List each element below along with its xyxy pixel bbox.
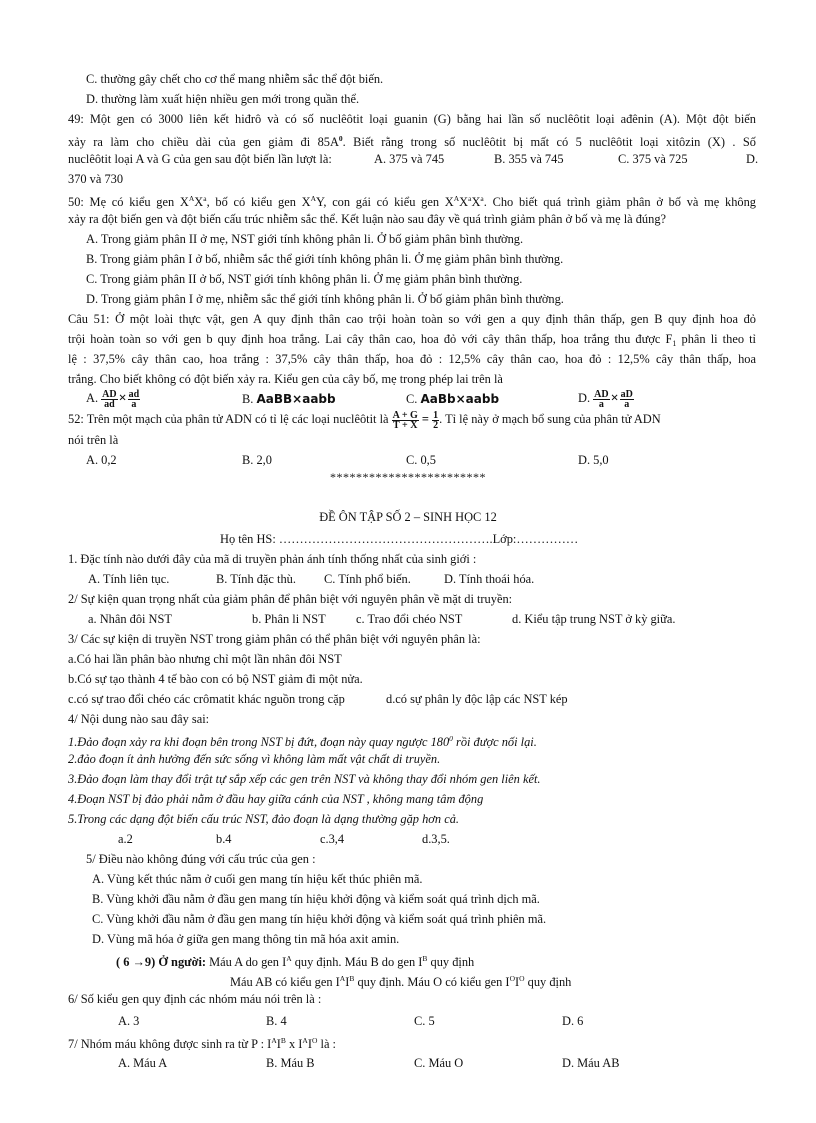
q3-stem: 3/ Các sự kiện di truyền NST trong giảm phân có thể phân biệt với nguyên phân là: bbox=[68, 632, 481, 646]
q50-option-a: A. Trong giảm phân II ở mẹ, NST giới tính không phân li. Ở bố giảm phân bình thường. bbox=[86, 232, 524, 246]
q4-option-b: b.4 bbox=[216, 832, 232, 846]
fraction: $\frac{ad}{a}$ bbox=[128, 388, 140, 410]
q52-option-d: D. 5,0 bbox=[578, 453, 609, 467]
q2-stem: 2/ Sự kiện quan trọng nhất của giảm phân để phân biệt với nguyên phân về mặt di truyền: bbox=[68, 592, 513, 606]
q49-option-d-label: D. bbox=[746, 152, 759, 166]
q49-line1: 49: Một gen có 3000 liên kết hiđrô và có số nuclêôtit loại guanin (G) bằng hai lần số nuclêôtit loại ađênin (A). Một đột biến bbox=[68, 112, 756, 126]
q49-option-c: C. 375 và 725 bbox=[618, 152, 688, 166]
q2-option-c: c. Trao đổi chéo NST bbox=[356, 612, 463, 626]
q4-statement-1: 1.Đảo đoạn xảy ra khi đoạn bên trong NST bị đứt, đoạn này quay ngược $180^0$ rồi được nối lại. bbox=[68, 734, 537, 749]
q51-option-d: D. $\frac{AD}{a}$ × $\frac{aD}{a}$ bbox=[578, 388, 633, 410]
q51-option-a: A. $\frac{AD}{ad}$ × $\frac{ad}{a}$ bbox=[86, 388, 140, 410]
q5-option-b: B. Vùng khởi đầu nằm ở đầu gen mang tín hiệu khởi động và kiểm soát quá trình dịch mã. bbox=[92, 892, 540, 906]
q4-statement-2: 2.đảo đoạn ít ảnh hưởng đến sức sống vì không làm mất vật chất di truyền. bbox=[68, 752, 441, 766]
student-name-line: Họ tên HS: …………………………………………….Lớp:…………… bbox=[220, 532, 579, 546]
q6-option-d: D. 6 bbox=[562, 1014, 584, 1028]
q4-option-a: a.2 bbox=[118, 832, 133, 846]
q4-option-d: d.3,5. bbox=[422, 832, 450, 846]
q6-stem: 6/ Số kiểu gen quy định các nhóm máu nói trên là : bbox=[68, 992, 322, 1006]
q51-line4: trắng. Cho biết không có đột biến xảy ra. Kiểu gen của cây bố, mẹ trong phép lai trên là bbox=[68, 372, 503, 386]
q3-option-a: a.Có hai lần phân bào nhưng chỉ một lần nhân đôi NST bbox=[68, 652, 342, 666]
q4-statement-5: 5.Trong các dạng đột biến cấu trúc NST, đảo đoạn là dạng thường gặp hơn cả. bbox=[68, 812, 459, 826]
page-title: ĐỀ ÔN TẬP SỐ 2 – SINH HỌC 12 bbox=[319, 510, 497, 524]
q6-option-b: B. 4 bbox=[266, 1014, 287, 1028]
q1-option-d: D. Tính thoái hóa. bbox=[444, 572, 535, 586]
q4-statement-4: 4.Đoạn NST bị đảo phải nằm ở đầu hay giữa cánh của NST , không mang tâm động bbox=[68, 792, 484, 806]
q48-option-c: C. thường gây chết cho cơ thể mang nhiễm sắc thể đột biến. bbox=[86, 72, 384, 86]
q7-option-c: C. Máu O bbox=[414, 1056, 464, 1070]
blood-group-intro-line2: Máu AB có kiểu gen $I^AI^B$ quy định. Máu O có kiểu gen $I^OI^O$ quy định bbox=[230, 974, 572, 989]
q1-option-c: C. Tính phổ biến. bbox=[324, 572, 411, 586]
q49-option-d-value: 370 và 730 bbox=[68, 172, 124, 186]
q7-option-d: D. Máu AB bbox=[562, 1056, 620, 1070]
q2-option-d: d. Kiểu tập trung NST ở kỳ giữa. bbox=[512, 612, 676, 626]
q6-option-c: C. 5 bbox=[414, 1014, 435, 1028]
q51-option-c: C. AaBb×aabb bbox=[406, 392, 500, 406]
q1-option-a: A. Tính liên tục. bbox=[88, 572, 170, 586]
q51-line3: lệ : 37,5% cây thân cao, hoa trắng : 37,5% cây thân thấp, hoa đỏ : 12,5% cây thân cao, hoa đỏ : 12,5% cây thân thấp, hoa bbox=[68, 352, 756, 366]
q7-option-b: B. Máu B bbox=[266, 1056, 315, 1070]
q52-line1: 52: Trên một mạch của phân tử ADN có tỉ lệ các loại nuclêôtit là $\frac{A + G}{T + X}$ = $\frac{1}{2}$ . Tỉ lệ này ở mạch bổ sung của phân tử ADN bbox=[68, 409, 661, 431]
q52-option-c: C. 0,5 bbox=[406, 453, 436, 467]
q52-option-b: B. 2,0 bbox=[242, 453, 272, 467]
q3-option-c: c.có sự trao đổi chéo các crômatit khác nguồn trong cặp bbox=[68, 692, 345, 706]
q5-stem: 5/ Điều nào không đúng với cấu trúc của gen : bbox=[86, 852, 316, 866]
q51-option-b: B. AaBB×aabb bbox=[242, 392, 336, 406]
q49-line3: nuclêôtit loại A và G của gen sau đột biến lần lượt là: bbox=[68, 152, 332, 166]
fraction: $\frac{AD}{a}$ bbox=[594, 388, 609, 410]
q5-option-d: D. Vùng mã hóa ở giữa gen mang thông tin mã hóa axit amin. bbox=[92, 932, 400, 946]
separator-stars: ************************ bbox=[330, 470, 486, 484]
q4-statement-3: 3.Đảo đoạn làm thay đổi trật tự sắp xếp các gen trên NST và không thay đổi nhóm gen liên kết. bbox=[68, 772, 541, 786]
q49-option-b: B. 355 và 745 bbox=[494, 152, 564, 166]
q7-stem: 7/ Nhóm máu không được sinh ra từ P : $I^AI^B$ x $I^AI^O$ là : bbox=[68, 1036, 336, 1051]
q52-option-a: A. 0,2 bbox=[86, 453, 117, 467]
q3-option-d: d.có sự phân ly độc lập các NST kép bbox=[386, 692, 568, 706]
q48-option-d: D. thường làm xuất hiện nhiều gen mới trong quần thể. bbox=[86, 92, 360, 106]
q49-line2: xảy ra làm cho chiều dài của gen giảm đi $85A^0$. Biết rằng trong số nuclêôtit bị mất có 5 nuclêôtit loại xitôzin (X) . Số bbox=[68, 134, 756, 149]
fraction: $\frac{AD}{ad}$ bbox=[102, 388, 117, 410]
q6-option-a: A. 3 bbox=[118, 1014, 140, 1028]
q50-option-c: C. Trong giảm phân II ở bố, NST giới tính không phân li. Ở mẹ giảm phân bình thường. bbox=[86, 272, 523, 286]
q4-stem: 4/ Nội dung nào sau đây sai: bbox=[68, 712, 210, 726]
blood-group-intro-line1: ( 6 →9) Ở người: Máu A do gen $I^A$ quy định. Máu B do gen $I^B$ quy định bbox=[116, 954, 475, 969]
q3-option-b: b.Có sự tạo thành 4 tế bào con có bộ NST giảm đi một nửa. bbox=[68, 672, 363, 686]
q50-line1: 50: Mẹ có kiểu gen $X^AX^a$, bố có kiểu gen $X^AY$, con gái có kiểu gen $X^AX^aX^a$. Cho biết quá trình giảm phân ở bố và mẹ không bbox=[68, 194, 756, 209]
q5-option-c: C. Vùng khởi đầu nằm ở đầu gen mang tín hiệu khởi động và kiểm soát quá trình phiên mã. bbox=[92, 912, 547, 926]
q2-option-a: a. Nhân đôi NST bbox=[88, 612, 172, 626]
q50-option-d: D. Trong giảm phân I ở mẹ, nhiễm sắc thể giới tính không phân li. Ở bố giảm phân bình thường. bbox=[86, 292, 564, 306]
fraction: $\frac{aD}{a}$ bbox=[620, 388, 633, 410]
q50-option-b: B. Trong giảm phân I ở bố, nhiễm sắc thể giới tính không phân li. Ở mẹ giảm phân bình thường. bbox=[86, 252, 564, 266]
q1-stem: 1. Đặc tính nào dưới đây của mã di truyền phản ánh tính thống nhất của sinh giới : bbox=[68, 552, 477, 566]
q51-line2: trội hoàn toàn so với gen b quy định hoa trắng. Lai cây thân cao, hoa đỏ với cây thân thấp, hoa trắng thu được $F_1$ phân li theo tỉ bbox=[68, 332, 757, 348]
q49-option-a: A. 375 và 745 bbox=[374, 152, 445, 166]
q1-option-b: B. Tính đặc thù. bbox=[216, 572, 296, 586]
q2-option-b: b. Phân li NST bbox=[252, 612, 326, 626]
fraction: $\frac{A + G}{T + X}$ bbox=[392, 409, 418, 431]
q7-option-a: A. Máu A bbox=[118, 1056, 168, 1070]
q5-option-a: A. Vùng kết thúc nằm ở cuối gen mang tín hiệu kết thúc phiên mã. bbox=[92, 872, 423, 886]
q4-option-c: c.3,4 bbox=[320, 832, 345, 846]
q52-line2: nói trên là bbox=[68, 433, 119, 447]
q51-line1: Câu 51: Ở một loài thực vật, gen A quy định thân cao trội hoàn toàn so với gen a quy định thân thấp, gen B quy định hoa đỏ bbox=[68, 312, 756, 326]
q50-line2: xảy ra đột biến gen và đột biến cấu trúc nhiễm sắc thể. Kết luận nào sau đây về quá trình giảm phân ở bố và mẹ là đúng? bbox=[68, 212, 667, 226]
fraction: $\frac{1}{2}$ bbox=[433, 409, 439, 431]
